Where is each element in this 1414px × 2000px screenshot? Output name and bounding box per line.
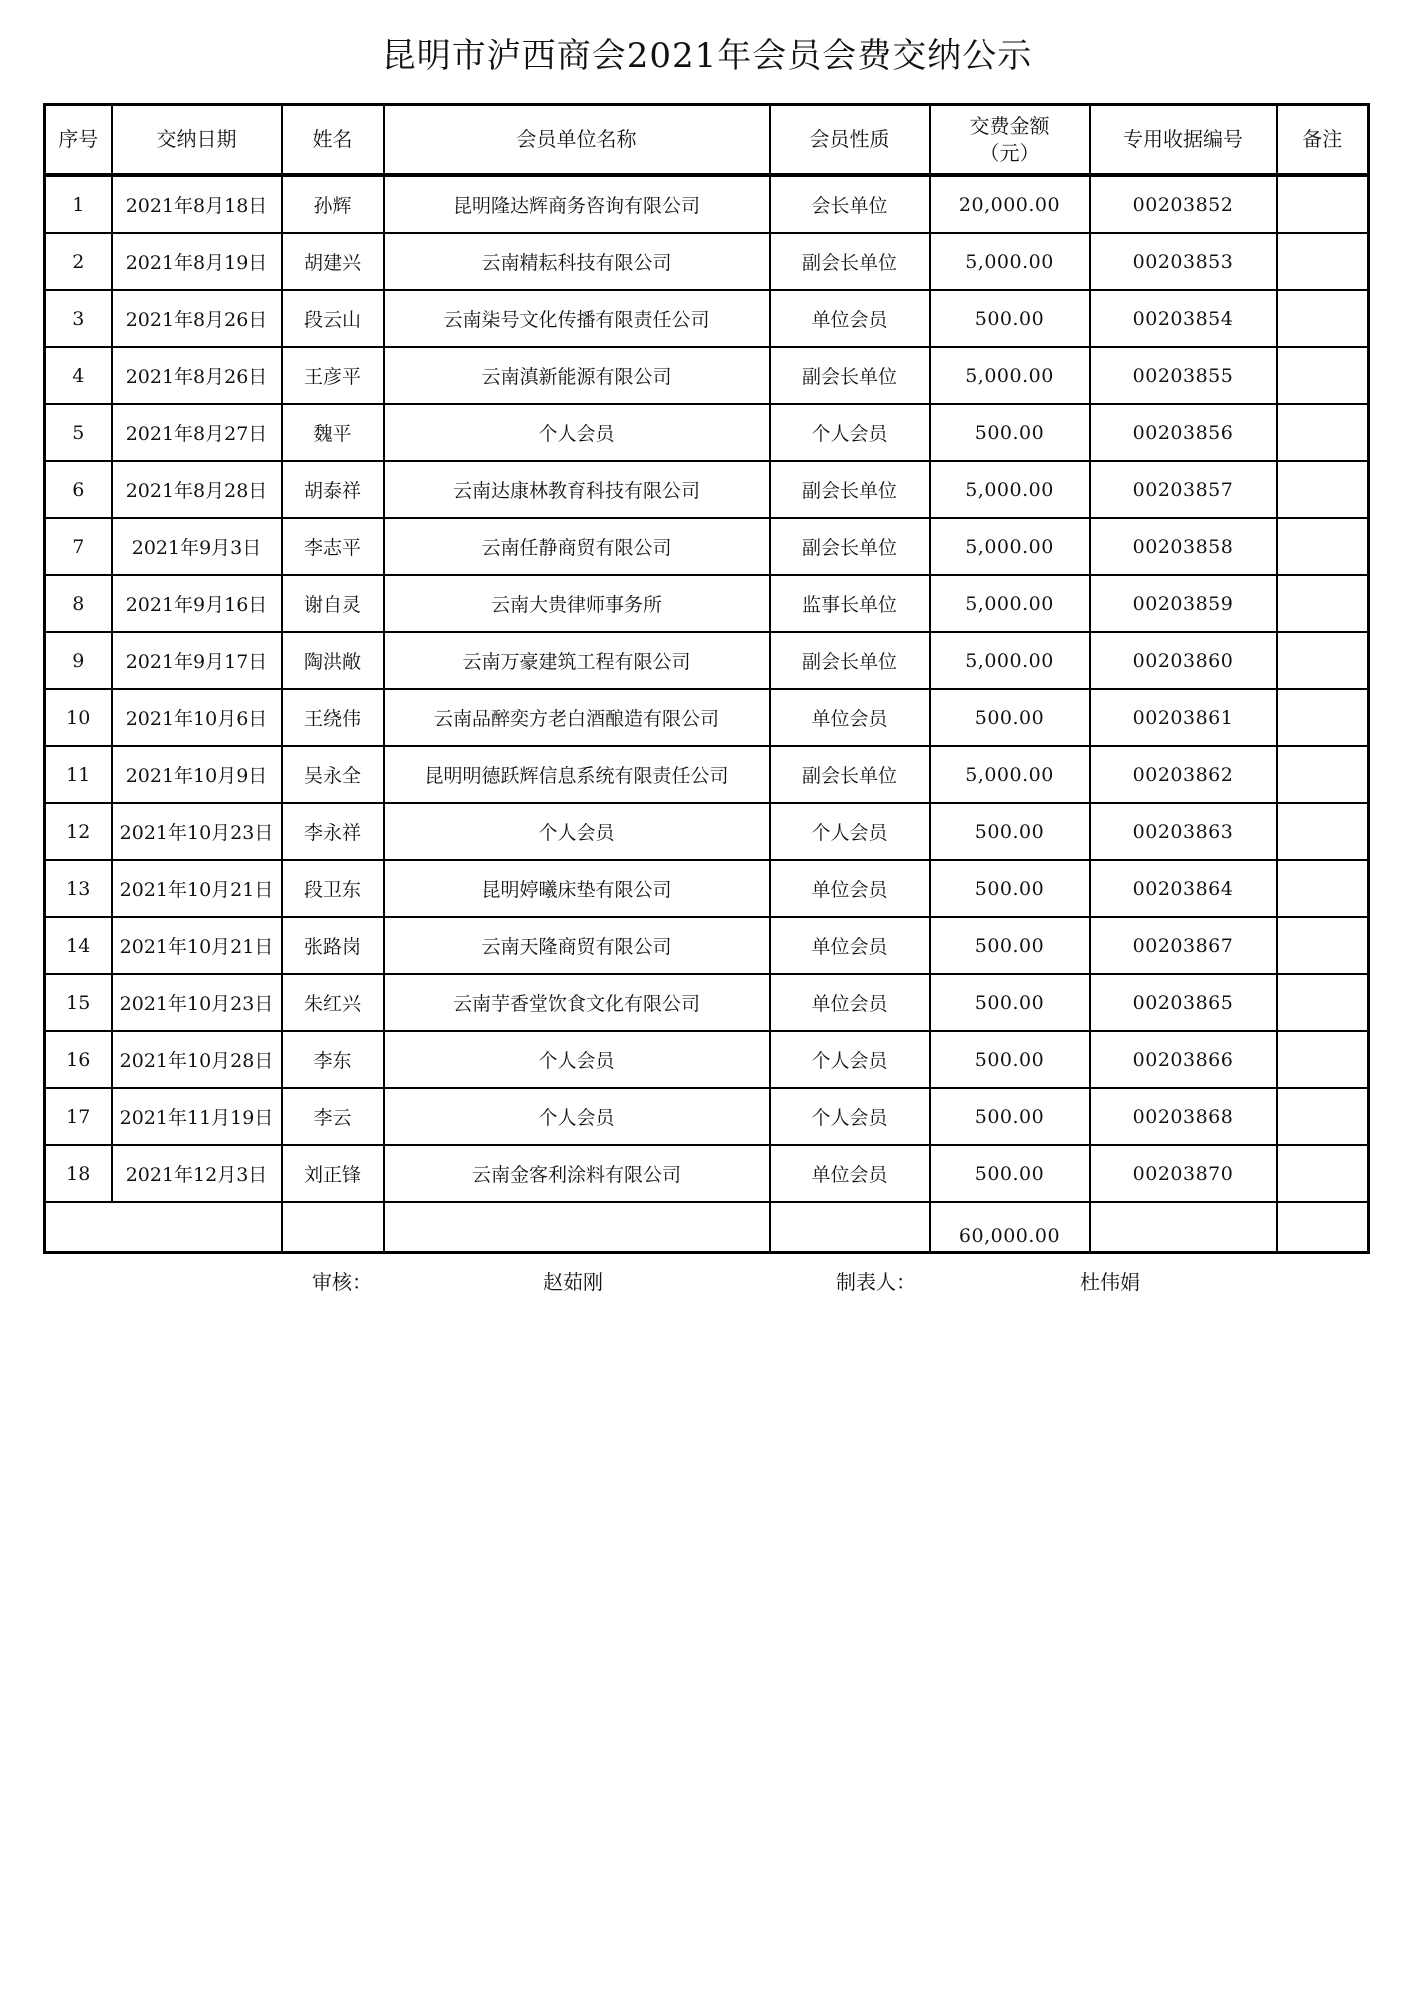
row-unit: 昆明隆达辉商务咨询有限公司 — [384, 175, 770, 233]
row-amount: 5,000.00 — [930, 347, 1090, 404]
row-type: 个人会员 — [770, 803, 930, 860]
row-receipt: 00203868 — [1090, 1088, 1277, 1145]
table-row — [45, 461, 1369, 518]
row-type: 单位会员 — [770, 1145, 930, 1202]
row-date: 2021年11月19日 — [112, 1088, 282, 1145]
table-row — [45, 632, 1369, 689]
row-unit: 个人会员 — [384, 803, 770, 860]
row-index: 11 — [45, 746, 112, 803]
table-row — [45, 974, 1369, 1031]
row-date: 2021年10月9日 — [112, 746, 282, 803]
row-remark — [1277, 175, 1369, 233]
row-type: 副会长单位 — [770, 461, 930, 518]
row-remark — [1277, 575, 1369, 632]
row-index: 4 — [45, 347, 112, 404]
table-row — [45, 575, 1369, 632]
table-row — [45, 803, 1369, 860]
row-name: 段云山 — [282, 290, 384, 347]
row-type: 会长单位 — [770, 175, 930, 233]
row-receipt: 00203867 — [1090, 917, 1277, 974]
header-unit: 会员单位名称 — [384, 105, 770, 176]
row-amount: 20,000.00 — [930, 175, 1090, 233]
row-receipt: 00203855 — [1090, 347, 1277, 404]
row-receipt: 00203861 — [1090, 689, 1277, 746]
row-unit: 云南万豪建筑工程有限公司 — [384, 632, 770, 689]
row-receipt: 00203866 — [1090, 1031, 1277, 1088]
row-amount: 5,000.00 — [930, 461, 1090, 518]
row-type: 副会长单位 — [770, 746, 930, 803]
total-label-cell — [45, 1202, 282, 1253]
fee-table — [43, 103, 1370, 1254]
row-name: 王绕伟 — [282, 689, 384, 746]
row-amount: 500.00 — [930, 803, 1090, 860]
row-name: 朱红兴 — [282, 974, 384, 1031]
table-row — [45, 1031, 1369, 1088]
table-row — [45, 518, 1369, 575]
row-receipt: 00203863 — [1090, 803, 1277, 860]
row-name: 陶洪敞 — [282, 632, 384, 689]
table-row — [45, 233, 1369, 290]
row-receipt: 00203859 — [1090, 575, 1277, 632]
row-date: 2021年8月28日 — [112, 461, 282, 518]
row-amount: 500.00 — [930, 1145, 1090, 1202]
table-header-row — [45, 105, 1369, 176]
row-remark — [1277, 1031, 1369, 1088]
row-name: 胡泰祥 — [282, 461, 384, 518]
row-index: 3 — [45, 290, 112, 347]
row-amount: 500.00 — [930, 404, 1090, 461]
header-remark: 备注 — [1277, 105, 1369, 176]
row-remark — [1277, 1145, 1369, 1202]
total-empty-cell — [1090, 1202, 1277, 1253]
row-remark — [1277, 233, 1369, 290]
row-unit: 云南柒号文化传播有限责任公司 — [384, 290, 770, 347]
table-row — [45, 860, 1369, 917]
row-index: 2 — [45, 233, 112, 290]
row-index: 7 — [45, 518, 112, 575]
row-type: 单位会员 — [770, 290, 930, 347]
row-amount: 500.00 — [930, 290, 1090, 347]
page-title: 昆明市泸西商会2021年会员会费交纳公示 — [381, 36, 1033, 76]
row-receipt: 00203864 — [1090, 860, 1277, 917]
row-date: 2021年9月17日 — [112, 632, 282, 689]
header-amount — [930, 105, 1090, 176]
row-remark — [1277, 290, 1369, 347]
row-receipt: 00203858 — [1090, 518, 1277, 575]
row-type: 副会长单位 — [770, 632, 930, 689]
row-index: 5 — [45, 404, 112, 461]
row-index: 18 — [45, 1145, 112, 1202]
row-unit: 云南品醉奕方老白酒酿造有限公司 — [384, 689, 770, 746]
reviewer-name: 赵茹刚 — [543, 1270, 603, 1294]
row-date: 2021年10月28日 — [112, 1031, 282, 1088]
total-empty-cell — [282, 1202, 384, 1253]
row-receipt: 00203853 — [1090, 233, 1277, 290]
row-amount: 500.00 — [930, 1088, 1090, 1145]
row-unit: 云南精耘科技有限公司 — [384, 233, 770, 290]
row-remark — [1277, 632, 1369, 689]
row-index: 17 — [45, 1088, 112, 1145]
row-name: 吴永全 — [282, 746, 384, 803]
row-remark — [1277, 974, 1369, 1031]
row-amount: 500.00 — [930, 860, 1090, 917]
table-row — [45, 1088, 1369, 1145]
table-row — [45, 347, 1369, 404]
total-empty-cell — [1277, 1202, 1369, 1253]
table-row — [45, 290, 1369, 347]
row-unit: 云南达康林教育科技有限公司 — [384, 461, 770, 518]
row-type: 单位会员 — [770, 974, 930, 1031]
row-receipt: 00203856 — [1090, 404, 1277, 461]
row-index: 12 — [45, 803, 112, 860]
row-date: 2021年12月3日 — [112, 1145, 282, 1202]
preparer-label: 制表人： — [836, 1270, 916, 1294]
row-remark — [1277, 803, 1369, 860]
table-row — [45, 1145, 1369, 1202]
row-unit: 个人会员 — [384, 1031, 770, 1088]
preparer-name: 杜伟娟 — [1080, 1270, 1140, 1294]
row-name: 李永祥 — [282, 803, 384, 860]
row-index: 13 — [45, 860, 112, 917]
row-date: 2021年8月19日 — [112, 233, 282, 290]
row-name: 李云 — [282, 1088, 384, 1145]
row-amount: 5,000.00 — [930, 518, 1090, 575]
table-row — [45, 175, 1369, 233]
row-remark — [1277, 1088, 1369, 1145]
row-remark — [1277, 860, 1369, 917]
row-type: 副会长单位 — [770, 518, 930, 575]
row-type: 单位会员 — [770, 689, 930, 746]
row-index: 8 — [45, 575, 112, 632]
row-type: 单位会员 — [770, 917, 930, 974]
header-name: 姓名 — [282, 105, 384, 176]
row-type: 个人会员 — [770, 404, 930, 461]
header-date: 交纳日期 — [112, 105, 282, 176]
row-date: 2021年8月18日 — [112, 175, 282, 233]
table-total-row — [45, 1202, 1369, 1253]
row-unit: 云南任静商贸有限公司 — [384, 518, 770, 575]
row-amount: 5,000.00 — [930, 632, 1090, 689]
row-name: 段卫东 — [282, 860, 384, 917]
row-receipt: 00203854 — [1090, 290, 1277, 347]
row-date: 2021年8月26日 — [112, 347, 282, 404]
row-name: 魏平 — [282, 404, 384, 461]
row-unit: 昆明明德跃辉信息系统有限责任公司 — [384, 746, 770, 803]
row-unit: 昆明婷曦床垫有限公司 — [384, 860, 770, 917]
row-date: 2021年10月6日 — [112, 689, 282, 746]
total-empty-cell — [384, 1202, 770, 1253]
row-receipt: 00203862 — [1090, 746, 1277, 803]
row-index: 16 — [45, 1031, 112, 1088]
row-type: 副会长单位 — [770, 347, 930, 404]
row-type: 个人会员 — [770, 1088, 930, 1145]
row-unit: 云南金客利涂料有限公司 — [384, 1145, 770, 1202]
row-remark — [1277, 917, 1369, 974]
row-receipt: 00203870 — [1090, 1145, 1277, 1202]
header-type: 会员性质 — [770, 105, 930, 176]
row-index: 1 — [45, 175, 112, 233]
row-unit: 云南芋香堂饮食文化有限公司 — [384, 974, 770, 1031]
row-amount: 500.00 — [930, 1031, 1090, 1088]
row-name: 李志平 — [282, 518, 384, 575]
row-name: 刘正锋 — [282, 1145, 384, 1202]
row-amount: 5,000.00 — [930, 575, 1090, 632]
row-date: 2021年9月3日 — [112, 518, 282, 575]
reviewer-label: 审核： — [312, 1270, 372, 1294]
row-remark — [1277, 461, 1369, 518]
row-amount: 500.00 — [930, 917, 1090, 974]
table-row — [45, 689, 1369, 746]
table-row — [45, 746, 1369, 803]
row-name: 李东 — [282, 1031, 384, 1088]
row-remark — [1277, 404, 1369, 461]
total-empty-cell — [770, 1202, 930, 1253]
row-unit: 云南滇新能源有限公司 — [384, 347, 770, 404]
header-amount-line1: 交费金额 — [969, 113, 1050, 138]
header-index: 序号 — [45, 105, 112, 176]
row-name: 张路岗 — [282, 917, 384, 974]
row-receipt: 00203860 — [1090, 632, 1277, 689]
table-row — [45, 404, 1369, 461]
header-amount-line2: （元） — [979, 140, 1040, 165]
table-row — [45, 917, 1369, 974]
row-index: 14 — [45, 917, 112, 974]
row-type: 副会长单位 — [770, 233, 930, 290]
row-date: 2021年10月23日 — [112, 803, 282, 860]
row-amount: 5,000.00 — [930, 746, 1090, 803]
row-receipt: 00203857 — [1090, 461, 1277, 518]
row-remark — [1277, 746, 1369, 803]
row-receipt: 00203865 — [1090, 974, 1277, 1031]
row-name: 孙辉 — [282, 175, 384, 233]
row-unit: 个人会员 — [384, 1088, 770, 1145]
row-unit: 云南大贵律师事务所 — [384, 575, 770, 632]
row-date: 2021年10月21日 — [112, 917, 282, 974]
row-amount: 500.00 — [930, 689, 1090, 746]
row-remark — [1277, 518, 1369, 575]
row-date: 2021年10月23日 — [112, 974, 282, 1031]
header-receipt: 专用收据编号 — [1090, 105, 1277, 176]
row-date: 2021年9月16日 — [112, 575, 282, 632]
row-name: 王彦平 — [282, 347, 384, 404]
total-amount: 60,000.00 — [930, 1202, 1090, 1253]
row-amount: 5,000.00 — [930, 233, 1090, 290]
row-type: 监事长单位 — [770, 575, 930, 632]
row-index: 10 — [45, 689, 112, 746]
row-unit: 个人会员 — [384, 404, 770, 461]
row-receipt: 00203852 — [1090, 175, 1277, 233]
row-date: 2021年8月26日 — [112, 290, 282, 347]
row-remark — [1277, 689, 1369, 746]
row-type: 个人会员 — [770, 1031, 930, 1088]
row-remark — [1277, 347, 1369, 404]
row-unit: 云南天隆商贸有限公司 — [384, 917, 770, 974]
row-index: 9 — [45, 632, 112, 689]
row-date: 2021年8月27日 — [112, 404, 282, 461]
row-name: 谢自灵 — [282, 575, 384, 632]
row-type: 单位会员 — [770, 860, 930, 917]
row-index: 15 — [45, 974, 112, 1031]
row-index: 6 — [45, 461, 112, 518]
row-name: 胡建兴 — [282, 233, 384, 290]
row-date: 2021年10月21日 — [112, 860, 282, 917]
row-amount: 500.00 — [930, 974, 1090, 1031]
